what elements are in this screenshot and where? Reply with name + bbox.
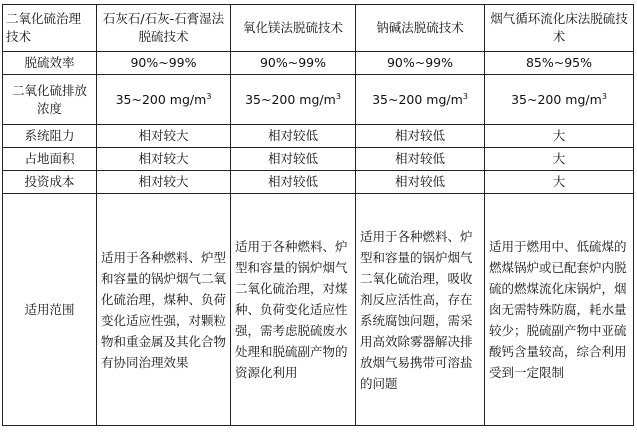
table-cell: 相对较低 (231, 171, 356, 194)
table-cell: 相对较低 (356, 148, 485, 171)
corner-header: 二氧化硫治理技术 (3, 5, 97, 52)
table-cell: 相对较低 (356, 125, 485, 148)
cell-value: 35~200 mg/m (245, 91, 336, 107)
table-cell: 相对较低 (231, 125, 356, 148)
table-row (3, 148, 634, 171)
table-cell: 90%~99% (97, 52, 231, 75)
col-header-magnesium-oxide: 氧化镁法脱硫技术 (231, 5, 356, 52)
table-cell (97, 75, 231, 125)
table-cell: 90%~99% (356, 52, 485, 75)
desulfurization-comparison-table (2, 4, 634, 426)
table-cell: 适用于各种燃料、炉型和容量的锅炉烟气二氧化硫治理，吸收剂反应活性高，存在系统腐蚀问题，需采用高效除雾器解决排放烟气易携带可溶盐的问题 (356, 194, 485, 426)
unit-superscript: 3 (335, 91, 341, 101)
col-header-limestone: 石灰石/石灰-石膏湿法脱硫技术 (97, 5, 231, 52)
table-row (3, 75, 634, 125)
row-label-resistance: 系统阻力 (3, 125, 97, 148)
table-row (3, 125, 634, 148)
table-cell: 适用于各种燃料、炉型和容量的锅炉烟气二氧化硫治理，煤种、负荷变化适应性强，对颗粒物和重金属及其化合物有协同治理效果 (97, 194, 231, 426)
unit-superscript: 3 (601, 91, 607, 101)
cell-value: 35~200 mg/m (511, 91, 602, 107)
unit-superscript: 3 (206, 91, 212, 101)
table-cell: 大 (485, 125, 634, 148)
table-cell: 相对较大 (97, 148, 231, 171)
table-cell: 相对较低 (356, 171, 485, 194)
table-row (3, 194, 634, 426)
table-cell: 适用于燃用中、低硫煤的燃煤锅炉或已配套炉内脱硫的燃煤流化床锅炉，烟囱无需特殊防腐，耗水量较少；脱硫副产物中亚硫酸钙含量较高，综合利用受到一定限制 (485, 194, 634, 426)
table-cell: 相对较大 (97, 171, 231, 194)
row-label-investment: 投资成本 (3, 171, 97, 194)
table-row (3, 171, 634, 194)
table-cell: 相对较大 (97, 125, 231, 148)
table-cell (485, 75, 634, 125)
col-header-sodium-alkali: 钠碱法脱硫技术 (356, 5, 485, 52)
table-cell: 85%~95% (485, 52, 634, 75)
table-row (3, 52, 634, 75)
cell-value: 35~200 mg/m (372, 91, 463, 107)
row-label-footprint: 占地面积 (3, 148, 97, 171)
row-label-efficiency: 脱硫效率 (3, 52, 97, 75)
table-cell: 相对较低 (231, 148, 356, 171)
header-row (3, 5, 634, 52)
table-cell (356, 75, 485, 125)
unit-superscript: 3 (462, 91, 468, 101)
table-cell: 90%~99% (231, 52, 356, 75)
table-cell: 适用于各种燃料、炉型和容量的锅炉烟气二氧化硫治理，对煤种、负荷变化适应性强，需考虑脱硫废水处理和脱硫副产物的资源化利用 (231, 194, 356, 426)
table-cell: 大 (485, 148, 634, 171)
table-cell (231, 75, 356, 125)
row-label-emission: 二氧化硫排放浓度 (3, 75, 97, 125)
row-label-scope: 适用范围 (3, 194, 97, 426)
cell-value: 35~200 mg/m (115, 91, 207, 107)
col-header-cfb: 烟气循环流化床法脱硫技术 (485, 5, 634, 52)
table-cell: 大 (485, 171, 634, 194)
